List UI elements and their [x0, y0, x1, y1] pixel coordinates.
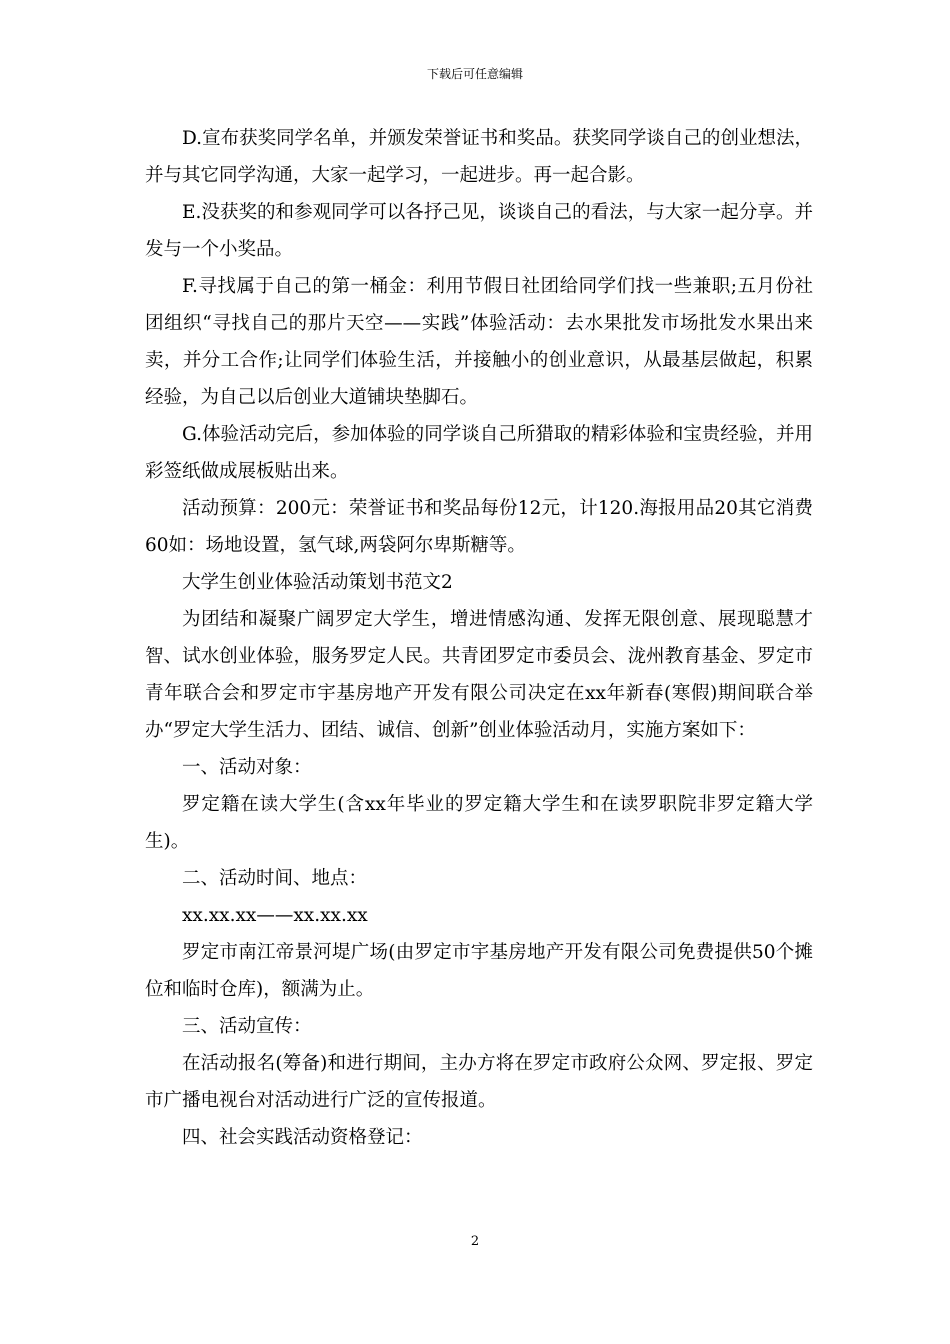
- paragraph-participants: 罗定籍在读大学生(含xx年毕业的罗定籍大学生和在读罗职院非罗定籍大学生)。: [145, 794, 813, 852]
- paragraph-f: F.寻找属于自己的第一桶金：利用节假日社团给同学们找一些兼职;五月份社团组织“寻找自己的那片天空——实践”体验活动：去水果批发市场批发水果出来卖，并分工合作;让同学们体验生活，并接触小的创业意识，从最基层做起，积累经验，为自己以后创业大道铺块垫脚石。: [145, 276, 813, 408]
- paragraph-intro: 为团结和凝聚广阔罗定大学生，增进情感沟通、发挥无限创意、展现聪慧才智、试水创业体验，服务罗定人民。共青团罗定市委员会、泷州教育基金、罗定市青年联合会和罗定市宇基房地产开发有限公司决定在xx年新春(寒假)期间联合举办“罗定大学生活力、团结、诚信、创新”创业体验活动月，实施方案如下：: [145, 609, 813, 741]
- page-header: 下载后可任意编辑: [426, 67, 523, 81]
- heading-time-place: 二、活动时间、地点：: [182, 868, 368, 889]
- heading-registration: 四、社会实践活动资格登记：: [182, 1127, 423, 1148]
- paragraph-d: D.宣布获奖同学名单，并颁发荣誉证书和奖品。获奖同学谈自己的创业想法，并与其它同学沟通，大家一起学习，一起进步。再一起合影。: [145, 128, 813, 186]
- paragraph-budget: 活动预算：200元：荣誉证书和奖品每份12元，计120.海报用品20其它消费60如：场地设置，氢气球,两袋阿尔卑斯糖等。: [145, 498, 813, 556]
- paragraph-e: E.没获奖的和参观同学可以各抒己见，谈谈自己的看法，与大家一起分享。并发与一个小奖品。: [145, 202, 813, 260]
- section-title: 大学生创业体验活动策划书范文2: [182, 572, 453, 593]
- heading-publicity: 三、活动宣传：: [182, 1016, 312, 1037]
- paragraph-dates: xx.xx.xx——xx.xx.xx: [182, 905, 368, 926]
- paragraph-location: 罗定市南江帝景河堤广场(由罗定市宇基房地产开发有限公司免费提供50个摊位和临时仓库)，额满为止。: [145, 942, 813, 1000]
- paragraph-publicity: 在活动报名(筹备)和进行期间，主办方将在罗定市政府公众网、罗定报、罗定市广播电视台对活动进行广泛的宣传报道。: [145, 1053, 813, 1111]
- document-body: [145, 120, 813, 1156]
- paragraph-g: G.体验活动完后，参加体验的同学谈自己所猎取的精彩体验和宝贵经验，并用彩签纸做成展板贴出来。: [145, 424, 813, 482]
- heading-participants: 一、活动对象：: [182, 757, 312, 778]
- page-number: 2: [470, 1234, 480, 1249]
